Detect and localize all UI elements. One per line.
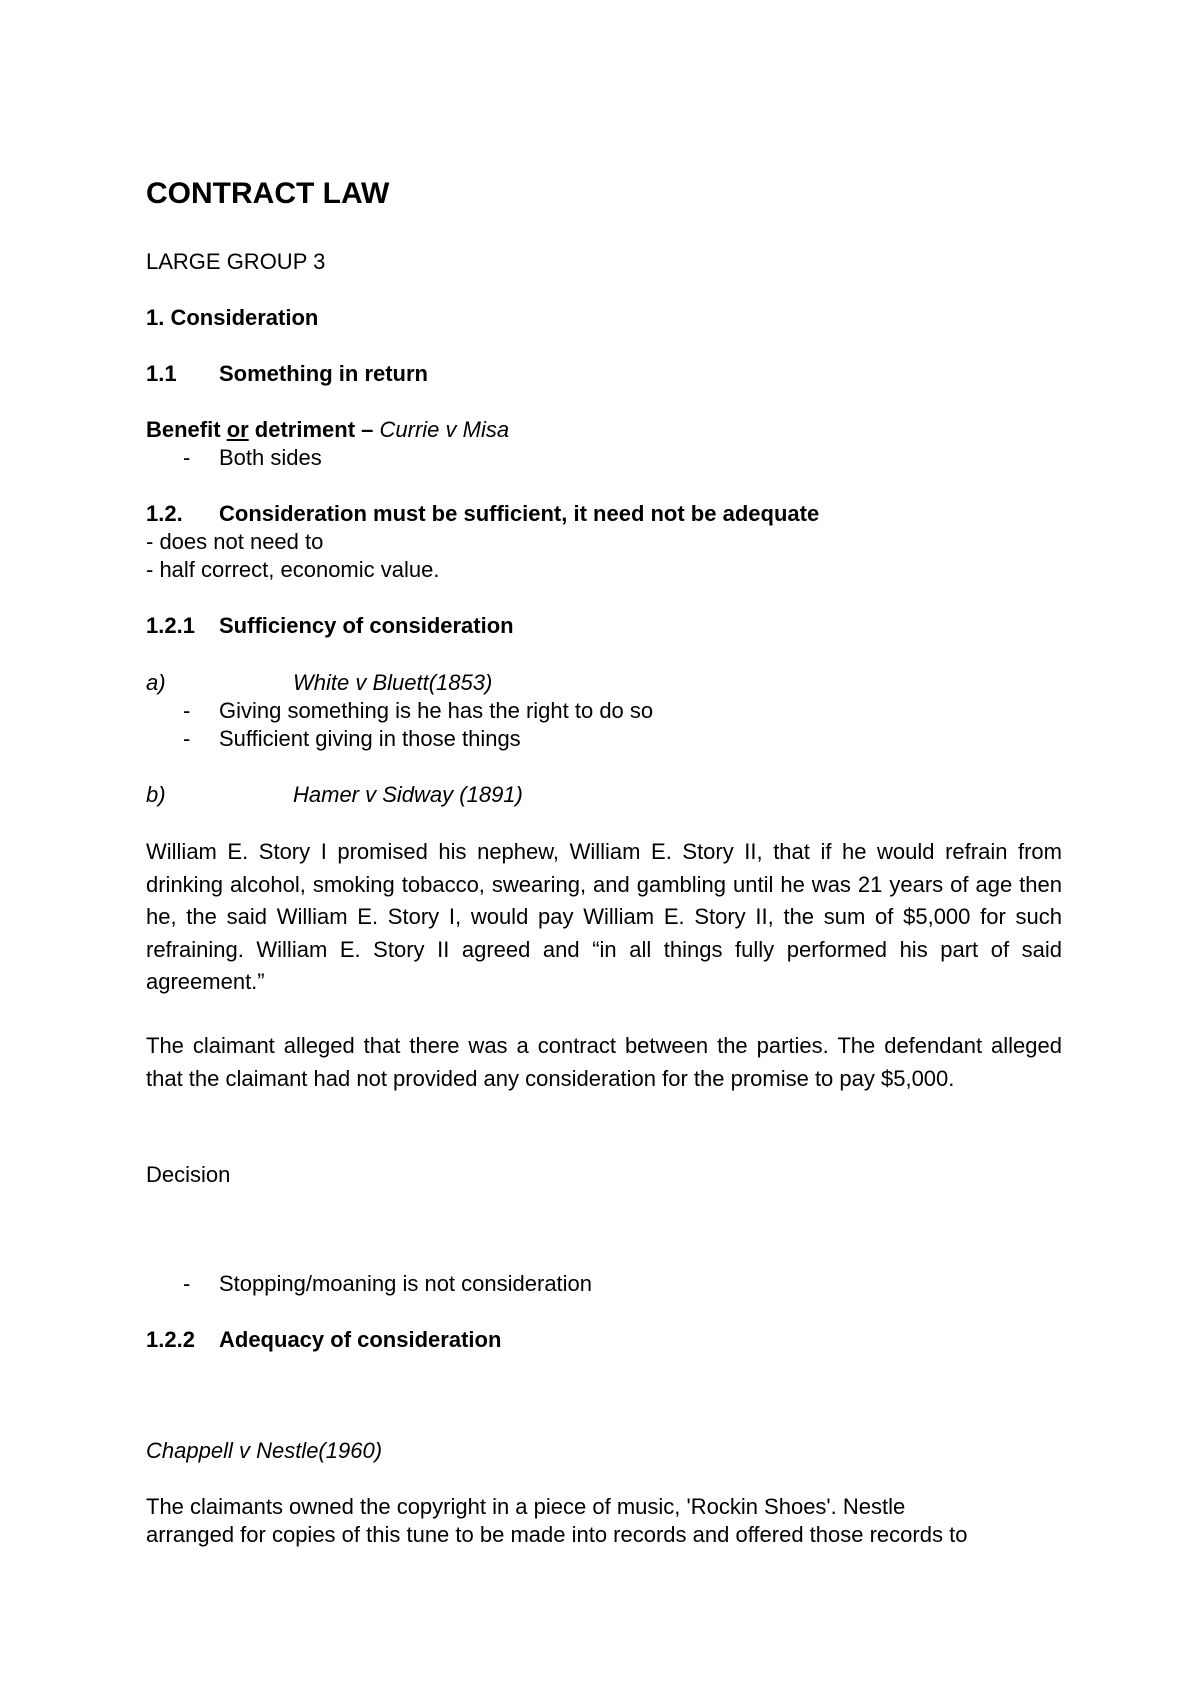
- bullet-dash: -: [183, 726, 191, 751]
- case-facts-paragraph: William E. Story I promised his nephew, William E. Story II, that if he would refrain from drinking alcohol, smoking tobacco, swearing, and gambling until he was 21 years of age then he, the said William E. Story I, would pay William E. Story II, the sum of $5,000 for such refraining. William E. Story II agreed and “in all things fully performed his part of said agreement.”: [146, 839, 1062, 994]
- section-heading-consideration: 1. Consideration: [146, 305, 319, 330]
- section-number: 1.2.2: [146, 1327, 195, 1352]
- section-number: 1.1: [146, 361, 177, 386]
- list-item-text: Stopping/moaning is not consideration: [219, 1271, 593, 1296]
- benefit-label: Benefit: [146, 417, 227, 442]
- section-heading-1-2: [146, 500, 819, 528]
- paragraph-line: The claimants owned the copyright in a piece of music, 'Rockin Shoes'. Nestle: [146, 1494, 906, 1519]
- claim-paragraph: The claimant alleged that there was a contract between the parties. The defendant alleged that the claimant had not provided any consideration for the promise to pay $5,000.: [146, 1033, 1062, 1091]
- decision-label: Decision: [146, 1162, 231, 1187]
- section-heading-1-2-2: [146, 1326, 501, 1354]
- bullet-dash: -: [183, 1271, 191, 1296]
- note-line: - half correct, economic value.: [146, 557, 440, 582]
- section-title: Something in return: [219, 361, 428, 386]
- note-line: - does not need to: [146, 529, 324, 554]
- section-heading-1-1: [146, 360, 428, 388]
- bullet-dash: -: [183, 698, 191, 723]
- list-item-text: Both sides: [219, 445, 322, 470]
- case-name: Hamer v Sidway (1891): [293, 782, 523, 807]
- or-label: or: [226, 417, 249, 442]
- list-item-text: Giving something is he has the right to do so: [219, 698, 654, 723]
- section-number: 1.2.1: [146, 613, 195, 638]
- case-heading-c: Chappell v Nestle(1960): [146, 1438, 383, 1463]
- bullet-dash: -: [183, 445, 191, 470]
- section-title: Sufficiency of consideration: [219, 613, 514, 638]
- section-heading-1-2-1: [146, 612, 514, 640]
- paragraph-line: arranged for copies of this tune to be made into records and offered those records to: [146, 1522, 968, 1547]
- case-reference: Currie v Misa: [379, 417, 510, 442]
- case-label: a): [146, 670, 166, 695]
- section-number: 1.2.: [146, 501, 183, 526]
- section-title: Consideration must be sufficient, it need not be adequate: [219, 501, 820, 526]
- case-label: b): [146, 782, 166, 807]
- list-item-text: Sufficient giving in those things: [219, 726, 521, 751]
- document-subtitle: LARGE GROUP 3: [146, 249, 326, 274]
- document-title: CONTRACT LAW: [146, 177, 390, 210]
- benefit-or-detriment-line: [146, 416, 509, 444]
- detriment-label: detriment –: [248, 417, 380, 442]
- section-title: Adequacy of consideration: [219, 1327, 502, 1352]
- case-name: White v Bluett(1853): [293, 670, 493, 695]
